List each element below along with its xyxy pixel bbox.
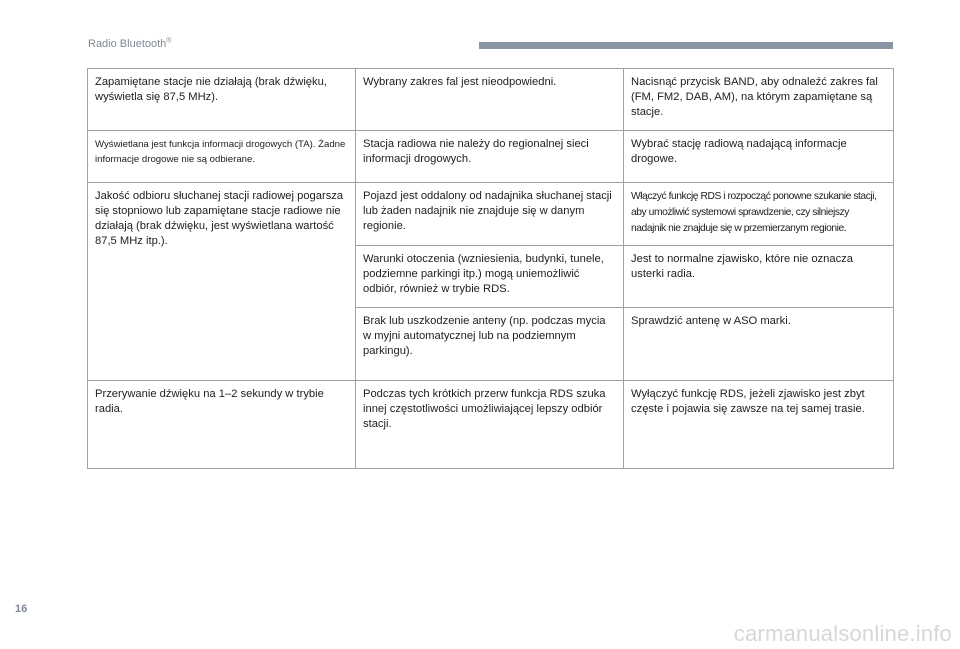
problem-cell: Jakość odbioru słuchanej stacji radiowej pogarsza się stopniowo lub zapamiętane stacje radiowe nie działają (brak dźwięku, jest wyświetlana wartość 87,5 MHz itp.).: [88, 183, 356, 381]
page-number: 16: [15, 603, 28, 615]
table-row: [88, 69, 894, 131]
section-title: [88, 38, 171, 50]
header-bar: [479, 42, 893, 49]
solution-cell: Włączyć funkcję RDS i rozpocząć ponowne szukanie stacji, aby umożliwić systemowi sprawdzenie, czy silniejszy nadajnik nie znajduje się w przemierzanym regionie.: [624, 183, 894, 246]
solution-cell: Jest to normalne zjawisko, które nie oznacza usterki radia.: [624, 246, 894, 308]
cause-cell: Brak lub uszkodzenie anteny (np. podczas mycia w myjni automatycznej lub na podziemnym parkingu).: [356, 308, 624, 381]
solution-cell: Wyłączyć funkcję RDS, jeżeli zjawisko jest zbyt częste i pojawia się zawsze na tej samej trasie.: [624, 381, 894, 469]
table-row: [88, 183, 894, 246]
solution-cell: Nacisnąć przycisk BAND, aby odnaleźć zakres fal (FM, FM2, DAB, AM), na którym zapamiętane są stacje.: [624, 69, 894, 131]
cause-cell: Wybrany zakres fal jest nieodpowiedni.: [356, 69, 624, 131]
table-row: [88, 131, 894, 183]
table-row: [88, 381, 894, 469]
troubleshooting-table: [87, 68, 894, 469]
problem-cell: Przerywanie dźwięku na 1–2 sekundy w trybie radia.: [88, 381, 356, 469]
cause-cell: Warunki otoczenia (wzniesienia, budynki, tunele, podziemne parkingi itp.) mogą uniemożliwić odbiór, również w trybie RDS.: [356, 246, 624, 308]
cause-cell: Pojazd jest oddalony od nadajnika słuchanej stacji lub żaden nadajnik nie znajduje się w danym regionie.: [356, 183, 624, 246]
section-title-text: Radio Bluetooth: [88, 38, 167, 50]
solution-cell: Sprawdzić antenę w ASO marki.: [624, 308, 894, 381]
cause-cell: Stacja radiowa nie należy do regionalnej sieci informacji drogowych.: [356, 131, 624, 183]
solution-cell: Wybrać stację radiową nadającą informacje drogowe.: [624, 131, 894, 183]
problem-cell: Zapamiętane stacje nie działają (brak dźwięku, wyświetla się 87,5 MHz).: [88, 69, 356, 131]
problem-cell: Wyświetlana jest funkcja informacji drogowych (TA). Żadne informacje drogowe nie są odbierane.: [88, 131, 356, 183]
watermark: carmanualsonline.info: [733, 621, 952, 646]
registered-mark: ®: [166, 37, 172, 45]
cause-cell: Podczas tych krótkich przerw funkcja RDS szuka innej częstotliwości umożliwiającej lepszy odbiór stacji.: [356, 381, 624, 469]
